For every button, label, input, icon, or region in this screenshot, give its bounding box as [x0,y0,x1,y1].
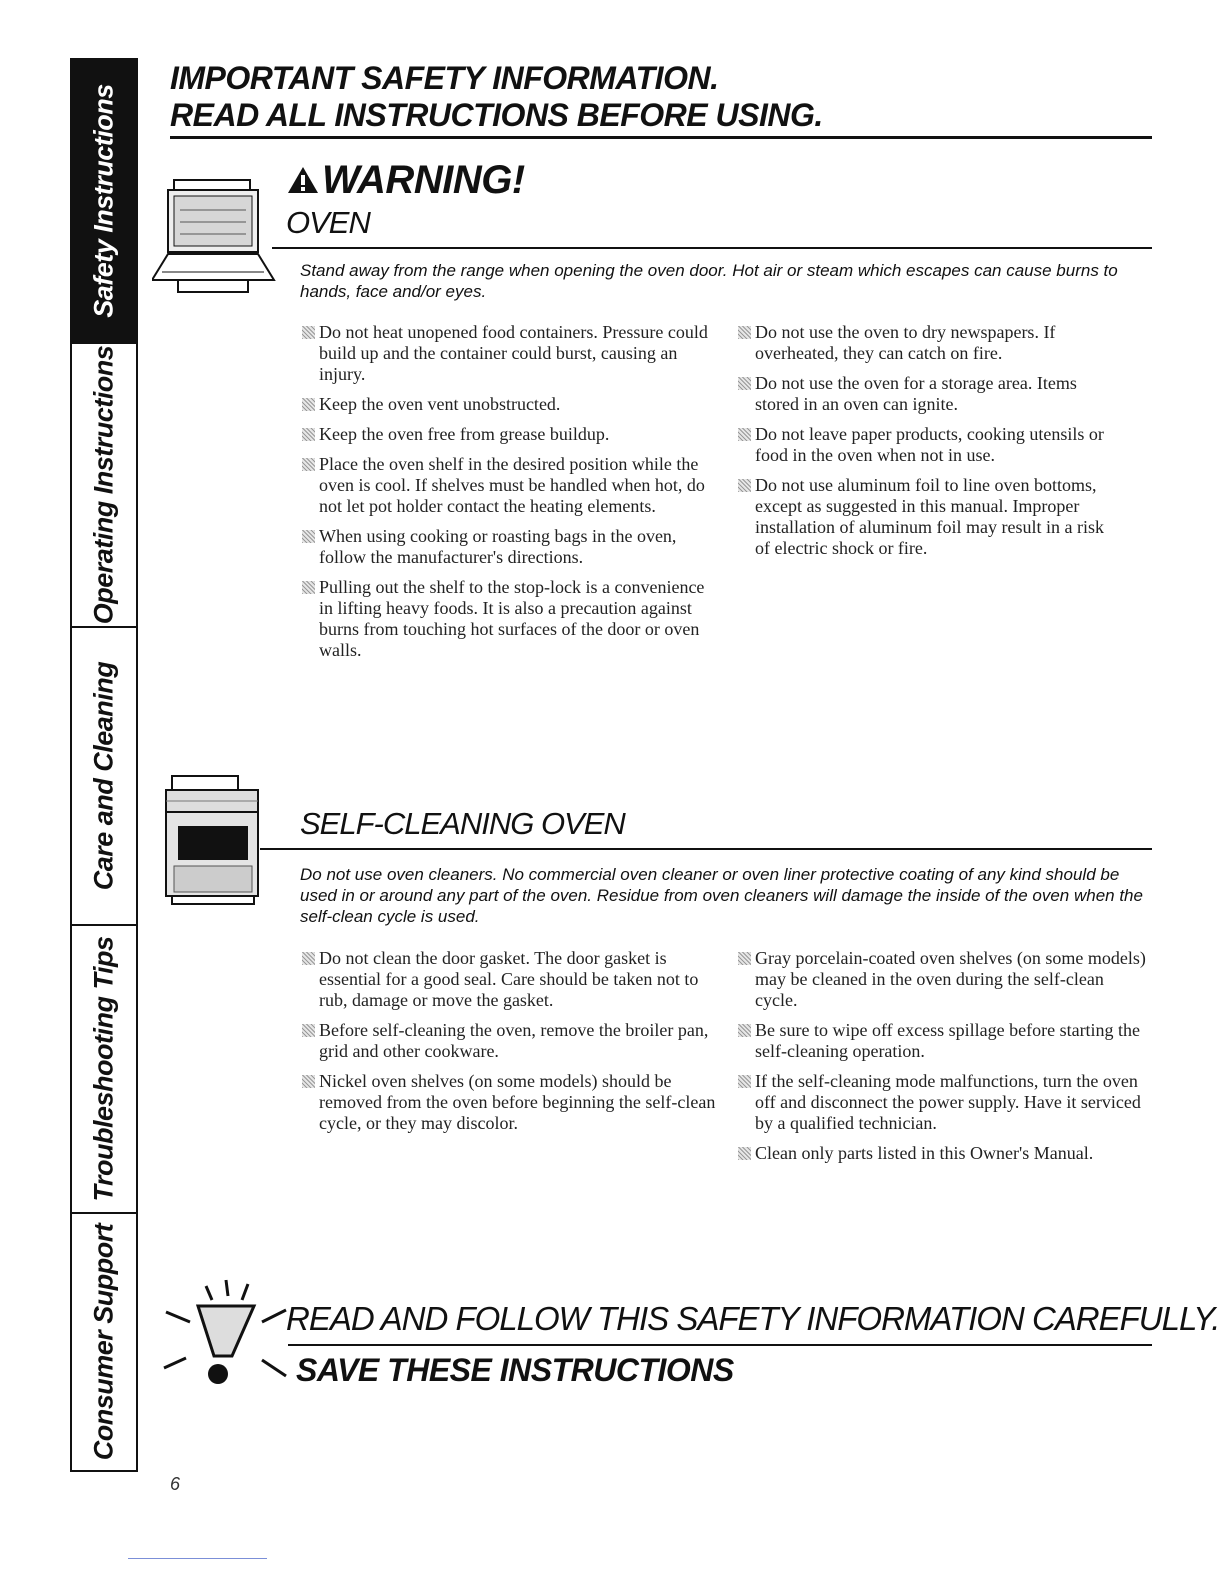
bullet-text: Place the oven shelf in the desired position while the oven is cool. If shelves must be handled when hot, do not let pot holder contact the heating elements. [319,454,705,516]
bullet-icon [302,530,315,543]
bullet-text: If the self-cleaning mode malfunctions, turn the oven off and disconnect the power supply. Have it serviced by a qualified technician. [755,1071,1141,1133]
range-icon [160,774,270,906]
bullet-text: Nickel oven shelves (on some models) should be removed from the oven before beginning the self-clean cycle, or they may discolor. [319,1071,716,1133]
oven-right-column [738,322,1118,568]
section-tab-bar [70,58,138,1472]
oven-intro: Stand away from the range when opening the oven door. Hot air or steam which escapes can cause burns to hands, face and/or eyes. [300,261,1118,301]
bullet-item [738,1071,1148,1134]
bullet-text: Pulling out the shelf to the stop-lock is a convenience in lifting heavy foods. It is also a precaution against burns from touching hot surfaces of the door or oven walls. [319,577,705,660]
bullet-icon [302,952,315,965]
bullet-icon [738,479,751,492]
bullet-text: Gray porcelain-coated oven shelves (on some models) may be cleaned in the oven during the self-clean cycle. [755,948,1146,1010]
self-cleaning-left-column [302,948,722,1143]
oven-left-column [302,322,722,670]
warning-title [286,158,525,203]
bullet-icon [738,1024,751,1037]
bullet-item [738,373,1118,415]
tab-label: Safety Instructions [88,84,119,318]
bullet-icon [302,458,315,471]
bullet-icon [738,1147,751,1160]
bullet-item [302,394,722,415]
bullet-text: Do not clean the door gasket. The door gasket is essential for a good seal. Care should be taken not to rub, damage or move the gasket. [319,948,699,1010]
tab-label: Operating Instructions [88,345,119,625]
bullet-icon [738,377,751,390]
bullet-icon [302,1024,315,1037]
bullet-item [302,454,722,517]
bullet-icon [302,1075,315,1088]
self-cleaning-section-title: SELF-CLEANING OVEN [300,806,625,841]
page-number: 6 [170,1474,181,1494]
bullet-item [302,577,722,661]
bullet-item [302,424,722,445]
bullet-item [302,526,722,568]
tab-label: Troubleshooting Tips [88,936,119,1202]
tab-label: Care and Cleaning [88,661,119,891]
tab-operating-instructions[interactable] [72,344,136,628]
bullet-item [738,1143,1148,1164]
bullet-item [302,948,722,1011]
warning-text: WARNING! [322,158,525,202]
bullet-icon [302,326,315,339]
bullet-item [738,1020,1148,1062]
warning-triangle-icon [286,165,320,195]
bullet-item [302,1020,722,1062]
bullet-text: When using cooking or roasting bags in the oven, follow the manufacturer's directions. [319,526,677,567]
bullet-icon [738,952,751,965]
bullet-icon [302,428,315,441]
bullet-text: Keep the oven vent unobstructed. [319,394,561,414]
page-header [170,60,1152,139]
read-follow-notice: READ AND FOLLOW THIS SAFETY INFORMATION CAREFULLY. [286,1300,1220,1337]
bullet-text: Be sure to wipe off excess spillage before starting the self-cleaning operation. [755,1020,1141,1061]
bullet-item [302,322,722,385]
bullet-icon [738,1075,751,1088]
header-line-1: IMPORTANT SAFETY INFORMATION. [170,60,719,96]
oven-section-title: OVEN [286,205,370,240]
oven-open-door-icon [152,176,276,300]
bottom-link-line [128,1558,267,1559]
tab-label: Consumer Support [88,1223,119,1461]
tab-troubleshooting-tips[interactable] [72,926,136,1214]
bullet-item [738,322,1118,364]
bullet-item [302,1071,722,1134]
self-cleaning-right-column [738,948,1148,1173]
bullet-text: Do not leave paper products, cooking utensils or food in the oven when not in use. [755,424,1104,465]
bullet-item [738,475,1118,559]
bullet-icon [738,428,751,441]
bullet-text: Clean only parts listed in this Owner's Manual. [755,1143,1094,1163]
save-instructions-notice: SAVE THESE INSTRUCTIONS [296,1352,734,1388]
footer-rule [288,1344,1152,1346]
bullet-text: Do not use the oven for a storage area. Items stored in an oven can ignite. [755,373,1077,414]
bullet-text: Keep the oven free from grease buildup. [319,424,610,444]
self-cleaning-section-rule [260,848,1152,850]
header-line-2: READ ALL INSTRUCTIONS BEFORE USING. [170,97,823,133]
bullet-icon [738,326,751,339]
bullet-text: Before self-cleaning the oven, remove the broiler pan, grid and other cookware. [319,1020,709,1061]
bullet-text: Do not use aluminum foil to line oven bottoms, except as suggested in this manual. Improper installation of aluminum foil may result in a risk of electric shock or fire. [755,475,1104,558]
tab-consumer-support[interactable] [72,1214,136,1470]
bullet-item [738,424,1118,466]
self-cleaning-intro: Do not use oven cleaners. No commercial oven cleaner or oven liner protective coating of any kind should be used in or around any part of the oven. Residue from oven cleaners will damage the inside of the oven when the self-clean cycle is used. [300,865,1143,926]
exclamation-icon [162,1276,290,1394]
bullet-text: Do not use the oven to dry newspapers. If overheated, they can catch on fire. [755,322,1056,363]
tab-care-and-cleaning[interactable] [72,628,136,926]
bullet-item [738,948,1148,1011]
oven-section-rule [272,247,1152,249]
bullet-icon [302,581,315,594]
tab-safety-instructions[interactable] [72,60,136,344]
bullet-icon [302,398,315,411]
bullet-text: Do not heat unopened food containers. Pressure could build up and the container could burst, causing an injury. [319,322,708,384]
